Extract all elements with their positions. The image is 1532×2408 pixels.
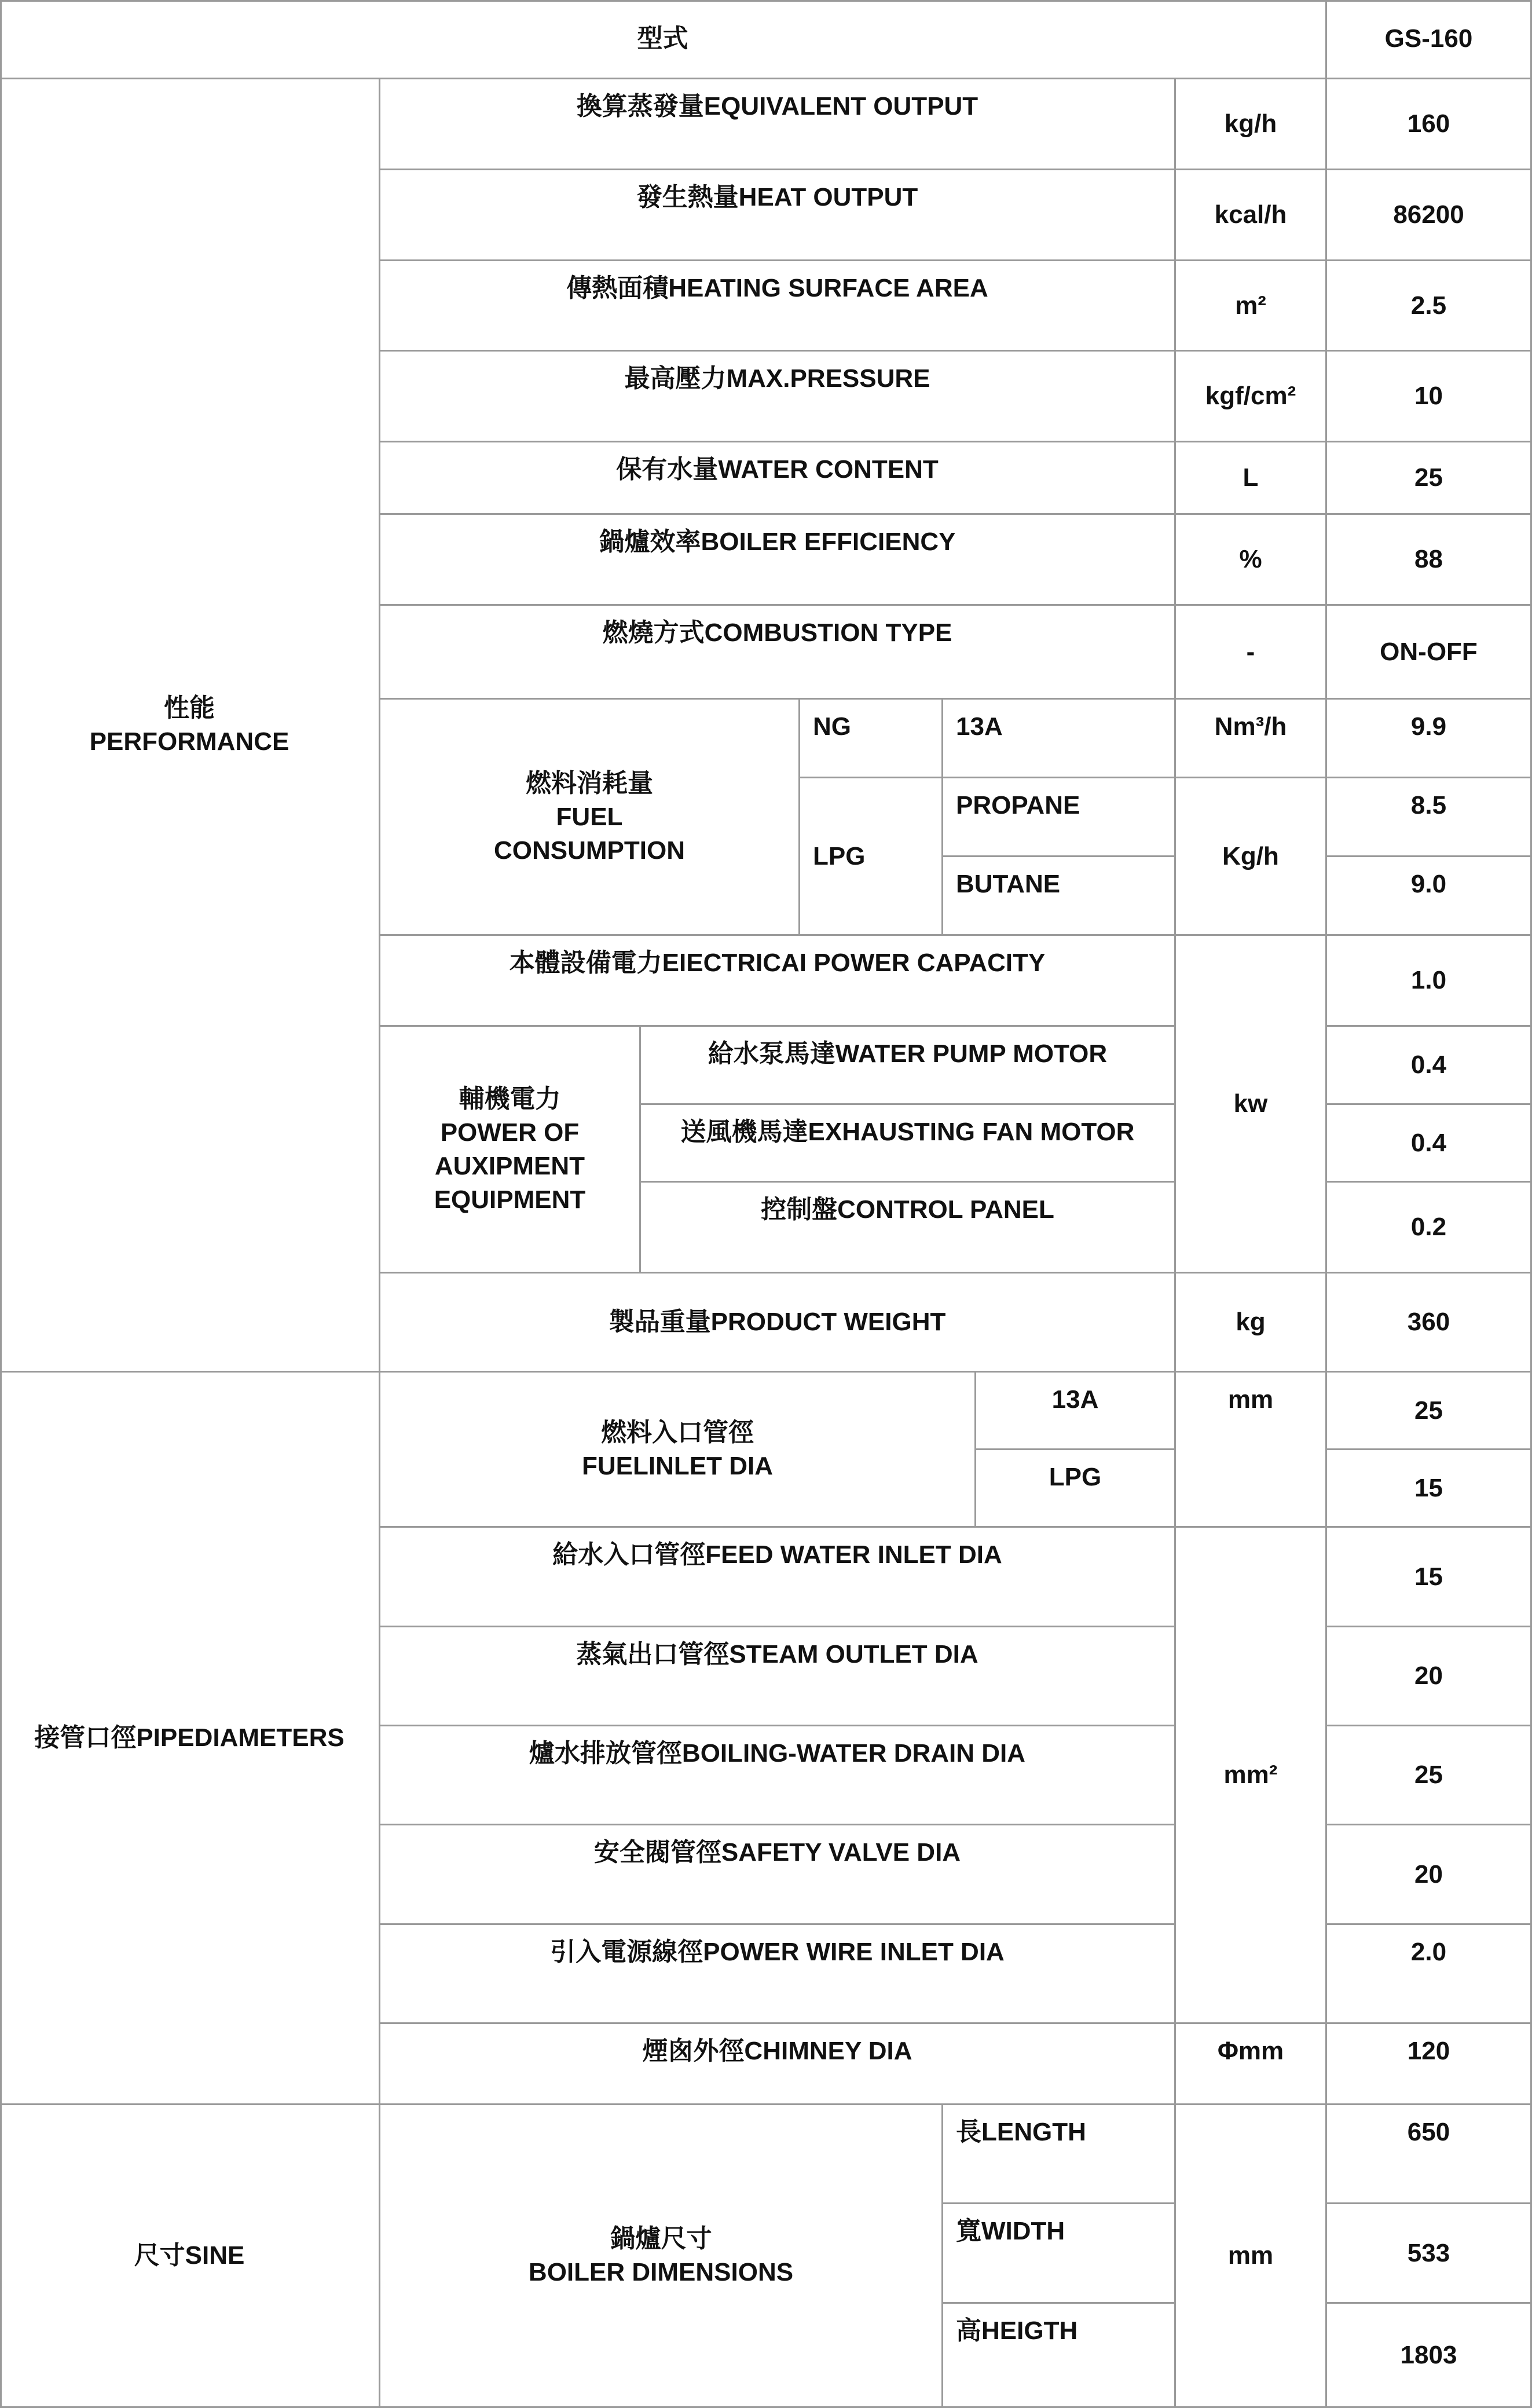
product-weight-value: 360 [1327,1273,1532,1373]
safety-valve-label: 安全閥管徑SAFETY VALVE DIA [380,1825,1176,1925]
efficiency-value: 88 [1327,515,1532,606]
model-value: GS-160 [1327,0,1532,79]
equivalent-output-value: 160 [1327,79,1532,170]
fuel-inlet-unit: mm [1176,1373,1327,1528]
chimney-value: 120 [1327,2024,1532,2105]
electrical-power-value: 1.0 [1327,936,1532,1027]
fuel-propane-value: 8.5 [1327,778,1532,857]
water-pump-label: 給水泵馬達WATER PUMP MOTOR [641,1027,1176,1105]
efficiency-label: 鍋爐效率BOILER EFFICIENCY [380,515,1176,606]
control-panel-value: 0.2 [1327,1183,1532,1273]
control-panel-label: 控制盤CONTROL PANEL [641,1183,1176,1273]
fuel-propane-label: PROPANE [943,778,1176,857]
fuel-ng-value: 9.9 [1327,700,1532,778]
combustion-label: 燃燒方式COMBUSTION TYPE [380,606,1176,700]
heat-output-value: 86200 [1327,170,1532,261]
height-label: 高HEIGTH [943,2304,1176,2408]
heat-output-label: 發生熱量HEAT OUTPUT [380,170,1176,261]
fuel-inlet-label: 燃料入口管徑 FUELINLET DIA [380,1373,976,1528]
model-header-label: 型式 [0,0,1327,79]
pipe-unit-mm2: mm² [1176,1528,1327,2024]
chimney-unit: Φmm [1176,2024,1327,2105]
power-wire-label: 引入電源線徑POWER WIRE INLET DIA [380,1925,1176,2024]
fuel-inlet-13a-value: 25 [1327,1373,1532,1450]
aux-power-label: 輔機電力 POWER OF AUXIPMENT EQUIPMENT [380,1027,641,1273]
fuel-consumption-label: 燃料消耗量 FUEL CONSUMPTION [380,700,800,936]
heating-surface-unit: m² [1176,261,1327,352]
steam-outlet-label: 蒸氣出口管徑STEAM OUTLET DIA [380,1627,1176,1726]
power-unit: kw [1176,936,1327,1273]
drain-value: 25 [1327,1726,1532,1825]
fuel-butane-value: 9.0 [1327,857,1532,936]
water-content-label: 保有水量WATER CONTENT [380,442,1176,515]
product-weight-unit: kg [1176,1273,1327,1373]
width-label: 寬WIDTH [943,2204,1176,2304]
equivalent-output-unit: kg/h [1176,79,1327,170]
length-label: 長LENGTH [943,2105,1176,2204]
product-weight-label: 製品重量PRODUCT WEIGHT [380,1273,1176,1373]
height-value: 1803 [1327,2304,1532,2408]
fan-motor-label: 送風機馬達EXHAUSTING FAN MOTOR [641,1105,1176,1183]
water-pump-value: 0.4 [1327,1027,1532,1105]
fuel-lpg-unit: Kg/h [1176,778,1327,936]
steam-outlet-value: 20 [1327,1627,1532,1726]
drain-label: 爐水排放管徑BOILING-WATER DRAIN DIA [380,1726,1176,1825]
heat-output-unit: kcal/h [1176,170,1327,261]
fuel-butane-label: BUTANE [943,857,1176,936]
chimney-label: 煙囪外徑CHIMNEY DIA [380,2024,1176,2105]
feed-water-label: 給水入口管徑FEED WATER INLET DIA [380,1528,1176,1627]
width-value: 533 [1327,2204,1532,2304]
fuel-inlet-13a-label: 13A [976,1373,1176,1450]
length-value: 650 [1327,2105,1532,2204]
dimensions-section-label: 尺寸SINE [0,2105,380,2408]
max-pressure-label: 最高壓力MAX.PRESSURE [380,352,1176,442]
fan-motor-value: 0.4 [1327,1105,1532,1183]
power-wire-value: 2.0 [1327,1925,1532,2024]
heating-surface-value: 2.5 [1327,261,1532,352]
fuel-lpg-label: LPG [800,778,943,936]
fuel-ng-gas: 13A [943,700,1176,778]
equivalent-output-label: 換算蒸發量EQUIVALENT OUTPUT [380,79,1176,170]
max-pressure-unit: kgf/cm² [1176,352,1327,442]
boiler-dimensions-label: 鍋爐尺寸 BOILER DIMENSIONS [380,2105,943,2408]
performance-section-label: 性能 PERFORMANCE [0,79,380,1373]
combustion-unit: - [1176,606,1327,700]
fuel-ng-label: NG [800,700,943,778]
water-content-unit: L [1176,442,1327,515]
heating-surface-label: 傳熱面積HEATING SURFACE AREA [380,261,1176,352]
feed-water-value: 15 [1327,1528,1532,1627]
dimensions-unit: mm [1176,2105,1327,2408]
pipe-section-label: 接管口徑PIPEDIAMETERS [0,1373,380,2105]
fuel-ng-unit: Nm³/h [1176,700,1327,778]
fuel-inlet-lpg-label: LPG [976,1450,1176,1528]
safety-valve-value: 20 [1327,1825,1532,1925]
combustion-value: ON-OFF [1327,606,1532,700]
water-content-value: 25 [1327,442,1532,515]
fuel-inlet-lpg-value: 15 [1327,1450,1532,1528]
efficiency-unit: % [1176,515,1327,606]
electrical-power-label: 本體設備電力EIECTRICAI POWER CAPACITY [380,936,1176,1027]
max-pressure-value: 10 [1327,352,1532,442]
